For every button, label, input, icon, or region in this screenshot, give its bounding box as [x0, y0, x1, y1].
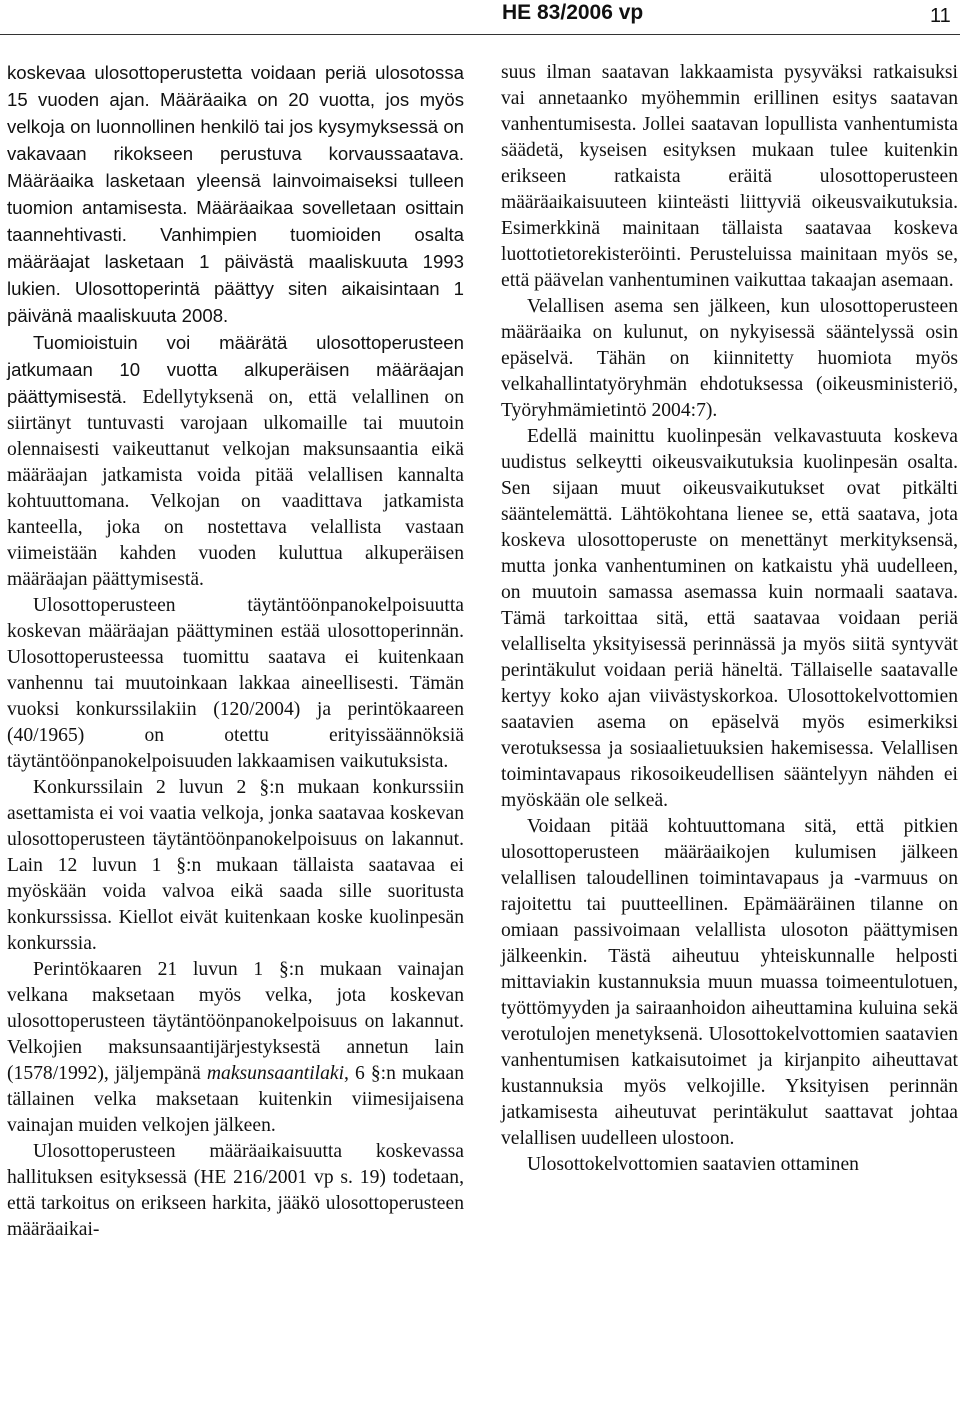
paragraph-text: Tuomioistuin voi määrätä ulosottoperusteen jatkumaan 10 vuotta alkuperäisen määräajan päättymisestä. — [7, 332, 464, 407]
paragraph: Ulosottoperusteen määräaikaisuutta koskevassa hallituksen esityksessä (HE 216/2001 vp s. 19) todetaan, että tarkoitus on erikseen harkita, jääkö ulosottoperusteen määräaikai- — [7, 1141, 464, 1240]
paragraph — [7, 330, 464, 593]
page-number: 11 — [930, 5, 951, 27]
defined-term: maksunsaantilaki — [206, 1063, 345, 1084]
paragraph — [7, 60, 464, 330]
paragraph: Ulosottoperusteen täytäntöönpanokelpoisuutta koskevan määräajan päättyminen estää ulosottoperinnän. Ulosottoperusteessa tuomittu saatava ei kuitenkaan vanhennu tai muutoinkaan lakkaa aineellisesti. Tämän vuoksi konkurssilakiin (120/2004) ja perintökaareen (40/1965) on otettu erityissäännöksiä täytäntöönpanokelpoisuuden lakkaamisen vaikutuksista. — [7, 595, 464, 772]
paragraph: Ulosottokelvottomien saatavien ottaminen — [527, 1154, 859, 1175]
paragraph-text: , 6 §:n mukaan tällainen velka maksetaan kuitenkin viimesijaisena vainajan muiden velkojen jälkeen. — [7, 1063, 464, 1136]
paragraph — [7, 957, 464, 1139]
left-column — [7, 60, 464, 1243]
paragraph: suus ilman saatavan lakkaamista pysyväksi ratkaisuksi vai annetaanko myöhemmin erillinen esitys saatavan vanhentumisesta. Jollei saatavan lopullista vanhentumista säädetä, kyseisen esityksen mukaan tulee kuitenkin erikseen ratkaista eräitä ulosottoperusteen määräaikaisuuteen kiinteästi liittyviä oikeusvaikutuksia. Esimerkkinä mainitaan tällaista saatavaa koskeva luottotietorekisteröinti. Perusteluissa mainitaan myös se, että päävelan vanhentuminen vaikuttaa takaajan asemaan. — [501, 62, 958, 291]
right-column — [501, 60, 958, 1178]
page-header — [0, 0, 960, 40]
paragraph-text: Määräaika lasketaan yleensä lainvoimaiseksi tulleen tuomion antamisesta. Määräaikaa sovelletaan osittain taannehtivasti. Vanhimpien tuomioiden osalta määräajat lasketaan 1 päivästä maaliskuuta 1993 lukien. Ulosottoperintä päättyy siten aikaisintaan 1 päivänä maaliskuuta 2008. — [7, 170, 464, 326]
paragraph: Konkurssilain 2 luvun 2 §:n mukaan konkurssiin asettamista ei voi vaatia velkoja, jonka saatavaa koskevan ulosottoperusteen täytäntöönpanokelpoisuus on lakannut. Lain 12 luvun 1 §:n mukaan tällaista saatavaa ei myöskään voida valvoa eikä saada sille suoritusta konkurssissa. Kiellot eivät kuitenkaan koske kuolinpesän konkurssia. — [7, 777, 464, 954]
paragraph-text: koskevaa ulosottoperustetta voidaan periä ulosotossa 15 vuoden ajan. Määräaika on 20 vuotta, jos myös velkoja on luonnollinen henkilö tai jos kysymyksessä on vakavaan rikokseen perustuva korvaussaatava. — [7, 62, 464, 164]
paragraph: Velallisen asema sen jälkeen, kun ulosottoperusteen määräaika on kulunut, on nykyisessä sääntelyssä osin epäselvä. Tähän on kiinnitetty huomiota myös velkahallintatyöryhmän ehdotuksessa (oikeusministeriö, Työryhmämietintö 2004:7). — [501, 296, 958, 421]
paragraph: Edellä mainittu kuolinpesän velkavastuuta koskeva uudistus selkeytti oikeusvaikutuksia kuolinpesän osalta. Sen sijaan muut oikeusvaikutukset ovat pitkälti sääntelemättä. Lähtökohtana lienee se, että saatava, jota koskeva ulosottoperuste on menettänyt merkityksensä, mutta jonka vanhentuminen on katkaistu yhä uudelleen, on muutoin samassa asemassa kuin normaali saatava. Tämä tarkoittaa sitä, että saatavaa voidaan periä velalliselta yksityisessä perinnässä ja myös siitä syntyvät perintäkulut voidaan periä häneltä. Tällaiselle saatavalle kertyy koko ajan viivästyskorkoa. Ulosottokelvottomien saatavien asema on epäselvä myös esimerkiksi verotuksessa ja sosiaalietuuksien hakemisessa. Velallisen toimintavapaus rikosoikeudellisen sääntelyyn nähden ei myöskään ole selkeä. — [501, 426, 958, 811]
paragraph-text: Perintökaaren 21 luvun 1 §:n mukaan vainajan velkana maksetaan myös velka, jota koskevan ulosottoperusteen täytäntöönpanokelpoisuus on lakannut. Velkojien maksunsaantijärjestyksestä annetun lain (1578/1992), jäljempänä — [7, 959, 464, 1084]
header-rule — [0, 34, 960, 35]
paragraph: Voidaan pitää kohtuuttomana sitä, että pitkien ulosottoperusteen määräaikojen kulumisen jälkeen velallisen taloudellinen toimintavapaus ja -varmuus on rajoitettu tai puutteellinen. Epämääräinen tilanne on omiaan passivoimaan velallista ulosoton päättymisen jälkeenkin. Tästä aiheutuu yhteiskunnalle helposti mittaviakin kustannuksia muun muassa toimeentulotuen, työttömyyden ja sairaanhoidon aiheuttamina kuluina sekä verotulojen menetyksenä. Ulosottokelvottomien saatavien vanhentumisen katkaisutoimet ja kirjanpito aiheuttavat kustannuksia myös velkojille. Yksityisen perinnän jatkamisesta aiheutuvat perintäkulut saattavat johtaa velallisen uudelleen ulostoon. — [501, 816, 958, 1149]
running-head: HE 83/2006 vp — [502, 1, 644, 24]
paragraph-text: Edellytyksenä on, että velallinen on siirtänyt tuntuvasti varojaan ulkomaille tai muutoin olennaisesti vaikeuttanut velkojan maksunsaantia eikä määräajan jatkamista voida pitää velallisen kannalta kohtuuttomana. Velkojan on vaadittava jatkamista kanteella, joka on nostettava velallista vastaan viimeistään kahden vuoden kuluttua alkuperäisen määräajan päättymisestä. — [7, 387, 465, 590]
